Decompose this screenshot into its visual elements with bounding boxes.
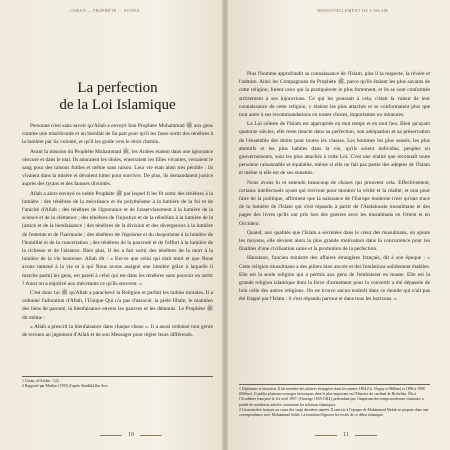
footnote: 2 Un ministère français au cours des vingt dernières années. Il renvoie à l'époque de Muhammad Abduh se propose dans une correspondance avec Mohammad Saleh. La tentation d'ignorer les textes de ce débat islamique. [239,407,429,418]
left-paragraph: Allah a alors envoyé ce noble Prophète ﷺ par lequel Il les fit sortir des ténèbres à la lumière : des ténèbres de la mécréance et du polythéisme à la lumière de la foi et de l'unicité d'Allah ; des ténèbres de l'ignorance et de l'asservissement à la lumière de la science et de la clémence ; des ténèbres de l'injustice et de la rébellion à la lumière de la justice et de la bienfaisance ; des ténèbres de la division et des divergences à la lumière de l'entente et de l'harmonie ; des ténèbres de l'égoïsme et du despotisme à la lumière de l'humilité et de la concertation ; des ténèbres de la pauvreté et de l'effort à la lumière de la richesse et de l'aisance. Bien plus, Il les a fait sortir des ténèbres de la mort à la lumière de la vie heureuse. Allah dit : « Est-ce que celui qui était mort et que Nous avons ramené à la vie et à qui Nous avons assigné une lumière grâce à laquelle il marche parmi les gens, est pareil à celui qui est dans les ténèbres sans pouvoir en sortir ? Ainsi on a enjolivé aux mécréants ce qu'ils œuvrent. » [22,190,213,287]
book-gutter [222,0,228,450]
right-footnotes [239,384,430,418]
left-running-head: CORAN — PROPHÈTE — SUNNA [70,8,140,13]
ornament-line [140,435,162,436]
footnote: 1 Coran, al-An'âm : 122. [22,379,60,383]
page-number-value: 11 [343,432,349,438]
right-body-text [239,70,430,304]
page-title [22,80,213,114]
right-running-head: RENOUVELLEMENT DE L'ISLAM [317,8,388,13]
title-line-2: de la Loi Islamique [59,97,176,113]
left-quote: « Allah a prescrit la bienfaisance dans chaque chose ». Il a aussi ordonné tout genre de recours au jugement d'Allah et de son Messager pour régler leurs différends. [22,323,213,339]
right-page-number [315,432,377,438]
right-paragraph: Hanotaux, l'ancien ministre des affaires étrangères français, dit à son époque : « Cette religion musulmane a des piliers bien ancrés et des fondations solidement établies. Elle est la seule religion qui a permis aux gens de l'embrasser en masse. Elle est la grande religion islamique dont la force d'armement pour la convertir a été dépassée de loin celle des autres religions. On ne trouve aucun endroit dans ce monde qui n'ait pas été frappé par l'Islam : il s'est répandu partout et dans tous les horizons. » [239,255,430,303]
ornament-line [355,435,377,436]
footnote: 1 Diplomate et historien. Il fut membre des affaires étrangères dans les années 1894 (Gr. Dupuy et Méline) et 1896 à 1898 (Méline). Il publia plusieurs ouvrages historiques dont le plus important est l'Histoire du cardinal de Richelieu. Élu à l'Académie française le 1er avril 1897. (Ouvrage 1853-1944), prétendant que l'imperium des temps modernes s'annonce a publié de nombreux articles concernant les relations islamiques. [239,387,425,407]
footnote: 2 Rapporté par Muslim (1955) d'après Shaddâd Ibn Aws. [22,384,109,389]
left-paragraph: Personne n'est sans savoir qu'Allah a envoyé Son Prophète Muhammad ﷺ aux gens comme une miséricorde et un bienfait de Sa part pour qu'il les fasse sortir des ténèbres à la lumière par Sa volonté, et qu'il les guide vers le droit chemin. [22,123,213,146]
left-paragraph: Avant la mission du Prophète Muhammad ﷺ, les Arabes étaient dans une ignorance obscure et dans le mal. Ils adoraient les idoles, enterraient les filles vivantes, versaient le sang pour des raisons futiles et même sans raison. Leur vie était ainsi très pénible : ils vivaient dans la misère et devaient lutter pour survivre. De plus, ils demandaient justice auprès des tyrans et des fausses divinités. [22,148,213,188]
ornament-line [315,435,337,436]
right-paragraph: Quand, aux qualités que l'Islam a sécrétées dans le cœur des musulmans, on ajoute les moyens, elle devient alors la plus grande motivation dans la concurrence pour les finalités d'une civilisation saine et la promotion de la perfection. [239,229,430,253]
right-paragraph: Nous avons lu et entendu beaucoup de choses qui prouvent cela. Effectivement, certains intellectuels ayant qui écrivent pour montrer la vérité et la réalité, et non pour faire de la politique, affirment que la naissance de l'Europe moderne n'est qu'une trace de la lumière de l'Islam qui s'est répandu à partir de l'Andalousie musulmane et des pages des livres qu'ils ont pris lors des guerres avec les musulmans en Orient et en Occident. [239,179,430,227]
right-paragraph: La Loi céleste de l'Islam est appropriée en tout temps et en tout lieu. Bien qu'ayant quatorze siècles, elle reste intacte dans sa perfection, son adéquation et sa préservation de l'ensemble des droits pour toutes les classes. Les hommes les plus sensés, les plus attentifs et les plus habiles dans la vie, qu'ils soient individus, peuples ou gouvernements, sont les plus attachés à cette Loi. C'est une réalité que reconnaît toute personne raisonnable et équitable, même si elle ne fait pas partie des adeptes de l'Islam et même si elle est de ses ennemis. [239,121,430,177]
page-number-value: 10 [128,432,134,438]
ornament-line [100,435,122,436]
left-page-number [100,432,162,438]
left-body-text [22,122,213,339]
title-line-1: La perfection [77,80,158,96]
left-paragraph: C'est donc lui ﷺ qu'Allah a parachevé la Religion et parfait les nobles morales. Il a ordonné l'adoration d'Allah, l'Unique Qui n'a pas d'associé, la piété filiale, le maintien des liens de parenté, la bienfaisance envers les pauvres et les démunis. Le Prophète ﷺ dit même : [22,290,213,321]
right-page [225,0,450,450]
right-paragraph: Plus l'homme approfondit sa connaissance de l'Islam, plus il la respecte, la révère et l'admire. Ainsi les Compagnons du Prophète ﷺ, parce qu'ils étaient les plus savants de cette religion, furent ceux qui la pratiquèrent le plus fortement, et ils se sont conformés strictement à ses injonctions. Ce qui les poussait à cela, c'était la valeur de leur connaissance de cette religion, y étaient les plus attachés et se conformaient plus que tout autre à ses recommandations en toutes choses, importantes ou mineures. [239,71,431,119]
left-footnotes [22,376,213,389]
